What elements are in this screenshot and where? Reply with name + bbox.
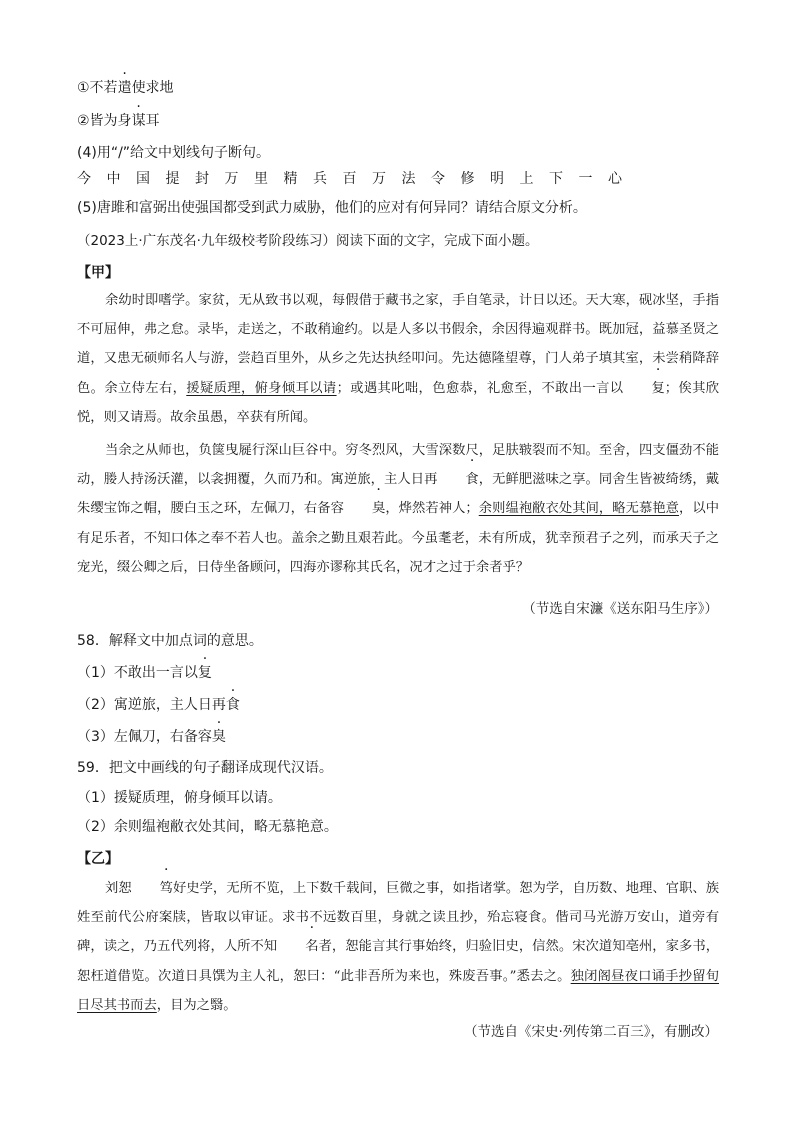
underlined-sentence: 余则缊袍敝衣处其间，略无慕艳意 bbox=[478, 501, 680, 517]
question-58-item: （2）寓逆旅，主人日再食 bbox=[77, 697, 240, 713]
underlined-sentence: 援疑质理，俯身倾耳以请 bbox=[186, 380, 337, 396]
emphasis-dot-word: 食 bbox=[465, 472, 479, 488]
emphasis-dot-word: 笃 bbox=[159, 881, 173, 896]
emphasis-dot-word: 臭 bbox=[211, 729, 226, 745]
yi-source: （节选自《宋史·列传第二百三》，有删改） bbox=[463, 1024, 718, 1040]
emphasis-dot-word: 食 bbox=[225, 697, 240, 713]
prev-question-a: ①不若遣使求地 bbox=[77, 80, 174, 96]
jia-source: （节选自宋濂《送东阳马生序》） bbox=[522, 601, 718, 617]
question-59-item: （2）余则缊袍敝衣处其间，略无慕艳意。 bbox=[77, 819, 338, 835]
emphasis-dot-word: 遣 bbox=[117, 80, 132, 96]
yi-paragraph: 刘恕 笃好史学，无所不览，上下数千载间，巨微之事，如指诸掌。恕为学，自历数、地理、官职、族姓至前代公府案牍，皆取以审证。求书不远数百里，身就之读且抄，殆忘寝食。偕司马光游万安山，道旁有碑，读之，乃五代列将，人所不知 名者，恕能言其行事始终，归验旧史，信然。宋次道知亳州，家多书，恕枉道借览。次道日具馔为主人礼，恕曰：“此非吾所为来也，殊废吾事。”悉去之。独闭阁昼夜口诵手抄留旬日尽其书而去，目为之翳。 bbox=[77, 874, 719, 1020]
prev-question-b: ②皆为身谋耳 bbox=[77, 113, 160, 129]
underlined-sentence: 独闭阁昼夜口诵手抄留旬日尽其书而去 bbox=[77, 968, 719, 1013]
question-58-title: 58．解释文中加点词的意思。 bbox=[77, 633, 263, 649]
section-header-yi: 【乙】 bbox=[77, 851, 119, 867]
question-58-item: （3）左佩刀，右备容臭 bbox=[77, 729, 226, 745]
emphasis-dot-word: 名 bbox=[305, 939, 319, 955]
question-4: (4)用“/”给文中划线句子断句。 bbox=[77, 145, 271, 161]
section-intro: （2023上·广东茂名·九年级校考阶段练习）阅读下面的文字，完成下面小题。 bbox=[77, 233, 539, 249]
jia-paragraph-2: 当余之从师也，负箧曳屣行深山巨谷中。穷冬烈风，大雪深数尺，足肤皲裂而不知。至舍，四支僵劲不能动，媵人持汤沃灌，以衾拥覆，久而乃和。寓逆旅，主人日再 食，无鲜肥滋味之享。同舍生皆被绮绣，戴朱缨宝饰之帽，腰白玉之环，左佩刀，右备容 臭，烨然若神人；余则缊袍敝衣处其间，略无慕艳意，以中有足乐者，不知口体之奉不若人也。盖余之勤且艰若此。今虽耄老，未有所成，犹幸预君子之列，而承天子之宠光，缀公卿之后，日侍坐备顾问，四海亦谬称其氏名，况才之过于余者乎？ bbox=[77, 443, 720, 575]
question-4-sentence: 今中国提封万里精兵百万法令修明上下一心 bbox=[77, 171, 638, 187]
question-58-item: （1）不敢出一言以复 bbox=[77, 665, 212, 681]
section-header-jia: 【甲】 bbox=[77, 265, 119, 281]
emphasis-dot-word: 复 bbox=[651, 380, 665, 396]
emphasis-dot-word: 臭 bbox=[371, 501, 386, 517]
jia-paragraph-1: 余幼时即嗜学。家贫，无从致书以观，每假借于藏书之家，手自笔录，计日以还。天大寒，砚冰坚，手指不可屈伸，弗之怠。录毕，走送之，不敢稍逾约。以是人多以书假余，余因得遍观群书。既加冠，益慕圣贤之道，又患无硕师名人与游，尝趋百里外，从乡之先达执经叩问。先达德隆望尊，门人弟子填其室，未尝稍降辞色。余立侍左右，援疑质理，俯身倾耳以请；或遇其叱咄，色愈恭，礼愈至，不敢出一言以 复；俟其欣悦，则又请焉。故余虽愚，卒获有所闻。 bbox=[77, 293, 720, 425]
question-59-item: （1）援疑质理，俯身倾耳以请。 bbox=[77, 790, 282, 806]
emphasis-dot-word: 谋 bbox=[131, 113, 146, 129]
question-59-title: 59．把文中画线的句子翻译成现代汉语。 bbox=[77, 760, 333, 776]
question-5: (5)唐雎和富弼出使强国都受到武力威胁，他们的应对有何异同？请结合原文分析。 bbox=[77, 200, 587, 216]
emphasis-dot-word: 复 bbox=[197, 665, 212, 681]
